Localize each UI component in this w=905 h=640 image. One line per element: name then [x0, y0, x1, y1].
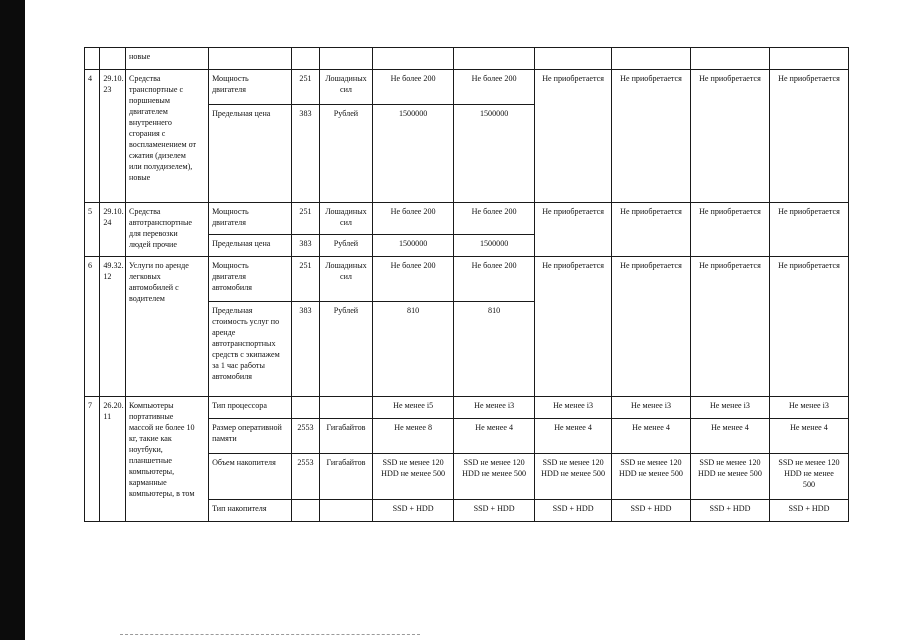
row-number-cell: 7	[85, 397, 100, 522]
value-cell: SSD не менее 120 HDD не менее 500	[454, 454, 535, 500]
value-cell: SSD + HDD	[612, 500, 691, 522]
table-row	[85, 48, 849, 70]
value-cell: Не приобретается	[535, 257, 612, 397]
unit-cell: Лошадиных сил	[319, 257, 372, 302]
param-cell: Тип процессора	[209, 397, 292, 419]
unit-cell: Рублей	[319, 302, 372, 397]
value-cell: Не более 200	[454, 257, 535, 302]
value-cell: Не приобретается	[612, 203, 691, 257]
scan-black-edge	[0, 0, 25, 640]
table-row	[85, 203, 849, 235]
value-cell: Не менее i3	[535, 397, 612, 419]
value-cell: Не приобретается	[690, 203, 769, 257]
code-cell: 29.10. 24	[100, 203, 126, 257]
value-cell: Не менее i3	[454, 397, 535, 419]
requirements-table	[84, 47, 849, 522]
value-cell: SSD + HDD	[535, 500, 612, 522]
item-name-cell: Средства транспортные с поршневым двигателем внутреннего сгорания с воспламенением от сжатия (дизелем или полудизелем), новые	[126, 70, 209, 203]
table-row	[85, 70, 849, 105]
param-cell: Объем накопителя	[209, 454, 292, 500]
value-cell: SSD + HDD	[454, 500, 535, 522]
value-cell: Не приобретается	[535, 203, 612, 257]
row-number-cell: 4	[85, 70, 100, 203]
value-cell: Не менее 4	[535, 419, 612, 454]
code-cell: 49.32. 12	[100, 257, 126, 397]
okei-cell: 383	[292, 105, 320, 203]
table-row	[85, 397, 849, 419]
value-cell: Не приобретается	[535, 70, 612, 203]
value-cell: Не приобретается	[769, 70, 848, 203]
unit-cell: Лошадиных сил	[319, 70, 372, 105]
okei-cell: 2553	[292, 419, 320, 454]
value-cell: Не приобретается	[769, 257, 848, 397]
scan-artifact-line	[120, 634, 420, 636]
unit-cell: Гигабайтов	[319, 454, 372, 500]
param-cell: Предельная цена	[209, 105, 292, 203]
value-cell: Не более 200	[454, 70, 535, 105]
param-cell: Мощность двигателя	[209, 203, 292, 235]
value-cell: Не более 200	[373, 70, 454, 105]
value-cell: SSD не менее 120 HDD не менее 500	[612, 454, 691, 500]
value-cell: 810	[454, 302, 535, 397]
value-cell: Не более 200	[373, 203, 454, 235]
value-cell: Не менее 4	[612, 419, 691, 454]
unit-cell	[319, 397, 372, 419]
unit-cell: Рублей	[319, 235, 372, 257]
okei-cell	[292, 500, 320, 522]
okei-cell: 251	[292, 257, 320, 302]
value-cell: Не приобретается	[612, 257, 691, 397]
item-name-cell: Средства автотранспортные для перевозки людей прочие	[126, 203, 209, 257]
value-cell: SSD не менее 120 HDD не менее 500	[690, 454, 769, 500]
value-cell: Не менее 4	[690, 419, 769, 454]
item-name-cell: Компьютеры портативные массой не более 10 кг, такие как ноутбуки, планшетные компьютеры, карманные компьютеры, в том	[126, 397, 209, 522]
value-cell: SSD не менее 120 HDD не менее 500	[535, 454, 612, 500]
item-name-cell: Услуги по аренде легковых автомобилей с водителем	[126, 257, 209, 397]
unit-cell	[319, 500, 372, 522]
value-cell: Не приобретается	[690, 70, 769, 203]
value-cell: Не менее i5	[373, 397, 454, 419]
param-cell: Предельная стоимость услуг по аренде автотранспортных средств с экипажем за 1 час работы автомобиля	[209, 302, 292, 397]
row-number-cell: 6	[85, 257, 100, 397]
row-number-cell: 5	[85, 203, 100, 257]
unit-cell: Рублей	[319, 105, 372, 203]
value-cell: Не приобретается	[769, 203, 848, 257]
param-cell: Мощность двигателя	[209, 70, 292, 105]
unit-cell: Лошадиных сил	[319, 203, 372, 235]
value-cell: Не более 200	[454, 203, 535, 235]
okei-cell: 251	[292, 70, 320, 105]
okei-cell: 383	[292, 302, 320, 397]
unit-cell: Гигабайтов	[319, 419, 372, 454]
value-cell: SSD + HDD	[769, 500, 848, 522]
value-cell: 1500000	[373, 105, 454, 203]
table-row	[85, 257, 849, 302]
value-cell: Не менее 8	[373, 419, 454, 454]
value-cell: 1500000	[454, 105, 535, 203]
value-cell: 1500000	[373, 235, 454, 257]
param-cell: Мощность двигателя автомобиля	[209, 257, 292, 302]
value-cell: Не менее i3	[612, 397, 691, 419]
param-cell: Размер оперативной памяти	[209, 419, 292, 454]
param-cell: Тип накопителя	[209, 500, 292, 522]
item-name-cell: новые	[126, 48, 209, 70]
value-cell: Не приобретается	[612, 70, 691, 203]
param-cell: Предельная цена	[209, 235, 292, 257]
value-cell: SSD не менее 120 HDD не менее 500	[769, 454, 848, 500]
value-cell: Не менее i3	[690, 397, 769, 419]
okei-cell: 2553	[292, 454, 320, 500]
value-cell: Не более 200	[373, 257, 454, 302]
value-cell: 1500000	[454, 235, 535, 257]
value-cell: SSD + HDD	[690, 500, 769, 522]
okei-cell: 383	[292, 235, 320, 257]
okei-cell	[292, 397, 320, 419]
value-cell: 810	[373, 302, 454, 397]
code-cell: 29.10. 23	[100, 70, 126, 203]
value-cell: SSD не менее 120 HDD не менее 500	[373, 454, 454, 500]
value-cell: Не приобретается	[690, 257, 769, 397]
value-cell: Не менее 4	[769, 419, 848, 454]
value-cell: Не менее i3	[769, 397, 848, 419]
okei-cell: 251	[292, 203, 320, 235]
value-cell: SSD + HDD	[373, 500, 454, 522]
code-cell: 26.20. 11	[100, 397, 126, 522]
value-cell: Не менее 4	[454, 419, 535, 454]
